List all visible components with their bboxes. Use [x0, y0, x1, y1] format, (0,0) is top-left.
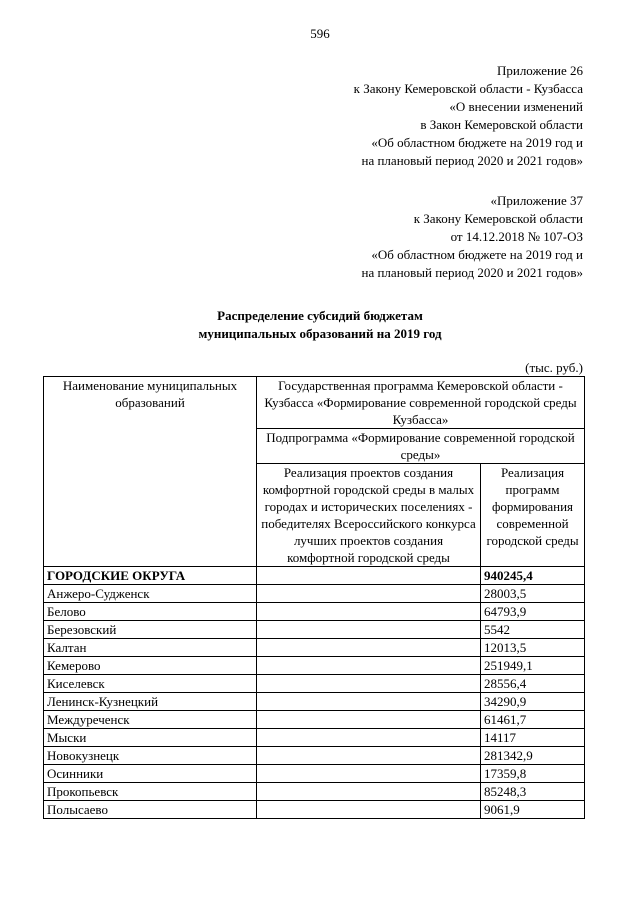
table-row — [44, 621, 585, 639]
small-towns-value-cell — [257, 675, 481, 693]
urban-env-value-cell: 14117 — [481, 729, 585, 747]
subsidy-table — [43, 376, 585, 819]
table-row — [44, 693, 585, 711]
small-towns-value-cell — [257, 729, 481, 747]
appendix-line: в Закон Кемеровской области — [420, 117, 583, 132]
small-towns-value-cell — [257, 639, 481, 657]
urban-env-value-cell: 17359,8 — [481, 765, 585, 783]
municipality-cell: Прокопьевск — [44, 783, 257, 801]
table-row — [44, 567, 585, 585]
urban-env-value-cell: 281342,9 — [481, 747, 585, 765]
urban-env-value-cell: 9061,9 — [481, 801, 585, 819]
header-municipality: Наименование муниципальных образований — [44, 377, 257, 567]
urban-env-value-cell: 940245,4 — [481, 567, 585, 585]
small-towns-value-cell — [257, 657, 481, 675]
appendix-line: «О внесении изменений — [449, 99, 583, 114]
page-number: 596 — [310, 26, 330, 41]
appendix-line: «Об областном бюджете на 2019 год и — [371, 247, 583, 262]
municipality-cell: Анжеро-Судженск — [44, 585, 257, 603]
urban-env-value-cell: 64793,9 — [481, 603, 585, 621]
appendix-line: Приложение 26 — [496, 63, 583, 78]
document-title — [0, 307, 640, 343]
small-towns-value-cell — [257, 603, 481, 621]
municipality-cell: Полысаево — [44, 801, 257, 819]
municipality-cell: Кемерово — [44, 657, 257, 675]
appendix-line: к Закону Кемеровской области - Кузбасса — [353, 81, 583, 96]
table-row — [44, 765, 585, 783]
municipality-cell: Белово — [44, 603, 257, 621]
municipality-cell: Киселевск — [44, 675, 257, 693]
table-row — [44, 729, 585, 747]
small-towns-value-cell — [257, 567, 481, 585]
table-row — [44, 585, 585, 603]
appendix-line: «Об областном бюджете на 2019 год и — [371, 135, 583, 150]
urban-env-value-cell: 85248,3 — [481, 783, 585, 801]
urban-env-value-cell: 5542 — [481, 621, 585, 639]
header-col-small-towns: Реализация проектов создания комфортной городской среды в малых городах и исторических поселениях - победителях Всероссийского конкурса лучших проектов создания комфортной городской среды — [257, 464, 481, 567]
small-towns-value-cell — [257, 783, 481, 801]
header-col-urban-env: Реализация программ формирования современной городской среды — [481, 464, 585, 567]
municipality-cell: ГОРОДСКИЕ ОКРУГА — [44, 567, 257, 585]
small-towns-value-cell — [257, 765, 481, 783]
title-line-2: муниципальных образований на 2019 год — [198, 326, 442, 341]
table-row — [44, 639, 585, 657]
table-row — [44, 675, 585, 693]
urban-env-value-cell: 28003,5 — [481, 585, 585, 603]
appendix-line: к Закону Кемеровской области — [413, 211, 583, 226]
urban-env-value-cell: 61461,7 — [481, 711, 585, 729]
municipality-cell: Мыски — [44, 729, 257, 747]
urban-env-value-cell: 12013,5 — [481, 639, 585, 657]
header-subprogram: Подпрограмма «Формирование современной городской среды» — [257, 429, 585, 464]
urban-env-value-cell: 28556,4 — [481, 675, 585, 693]
urban-env-value-cell: 34290,9 — [481, 693, 585, 711]
small-towns-value-cell — [257, 693, 481, 711]
municipality-cell: Ленинск-Кузнецкий — [44, 693, 257, 711]
table-row — [44, 783, 585, 801]
municipality-cell: Новокузнецк — [44, 747, 257, 765]
appendix-line: на плановый период 2020 и 2021 годов» — [361, 265, 583, 280]
unit-label: (тыс. руб.) — [525, 360, 583, 375]
appendix-line: на плановый период 2020 и 2021 годов» — [361, 153, 583, 168]
appendix-37-header — [362, 192, 584, 282]
header-program: Государственная программа Кемеровской области - Кузбасса «Формирование современной городской среды Кузбасса» — [257, 377, 585, 429]
table-row — [44, 747, 585, 765]
small-towns-value-cell — [257, 711, 481, 729]
table-row — [44, 603, 585, 621]
appendix-line: от 14.12.2018 № 107-ОЗ — [450, 229, 583, 244]
table-row — [44, 711, 585, 729]
table-row — [44, 801, 585, 819]
appendix-26-header — [354, 62, 583, 170]
title-line-1: Распределение субсидий бюджетам — [217, 308, 423, 323]
municipality-cell: Калтан — [44, 639, 257, 657]
municipality-cell: Междуреченск — [44, 711, 257, 729]
municipality-cell: Осинники — [44, 765, 257, 783]
small-towns-value-cell — [257, 585, 481, 603]
table-row — [44, 657, 585, 675]
small-towns-value-cell — [257, 801, 481, 819]
urban-env-value-cell: 251949,1 — [481, 657, 585, 675]
small-towns-value-cell — [257, 621, 481, 639]
small-towns-value-cell — [257, 747, 481, 765]
appendix-line: «Приложение 37 — [490, 193, 583, 208]
table-body — [44, 567, 585, 819]
municipality-cell: Березовский — [44, 621, 257, 639]
